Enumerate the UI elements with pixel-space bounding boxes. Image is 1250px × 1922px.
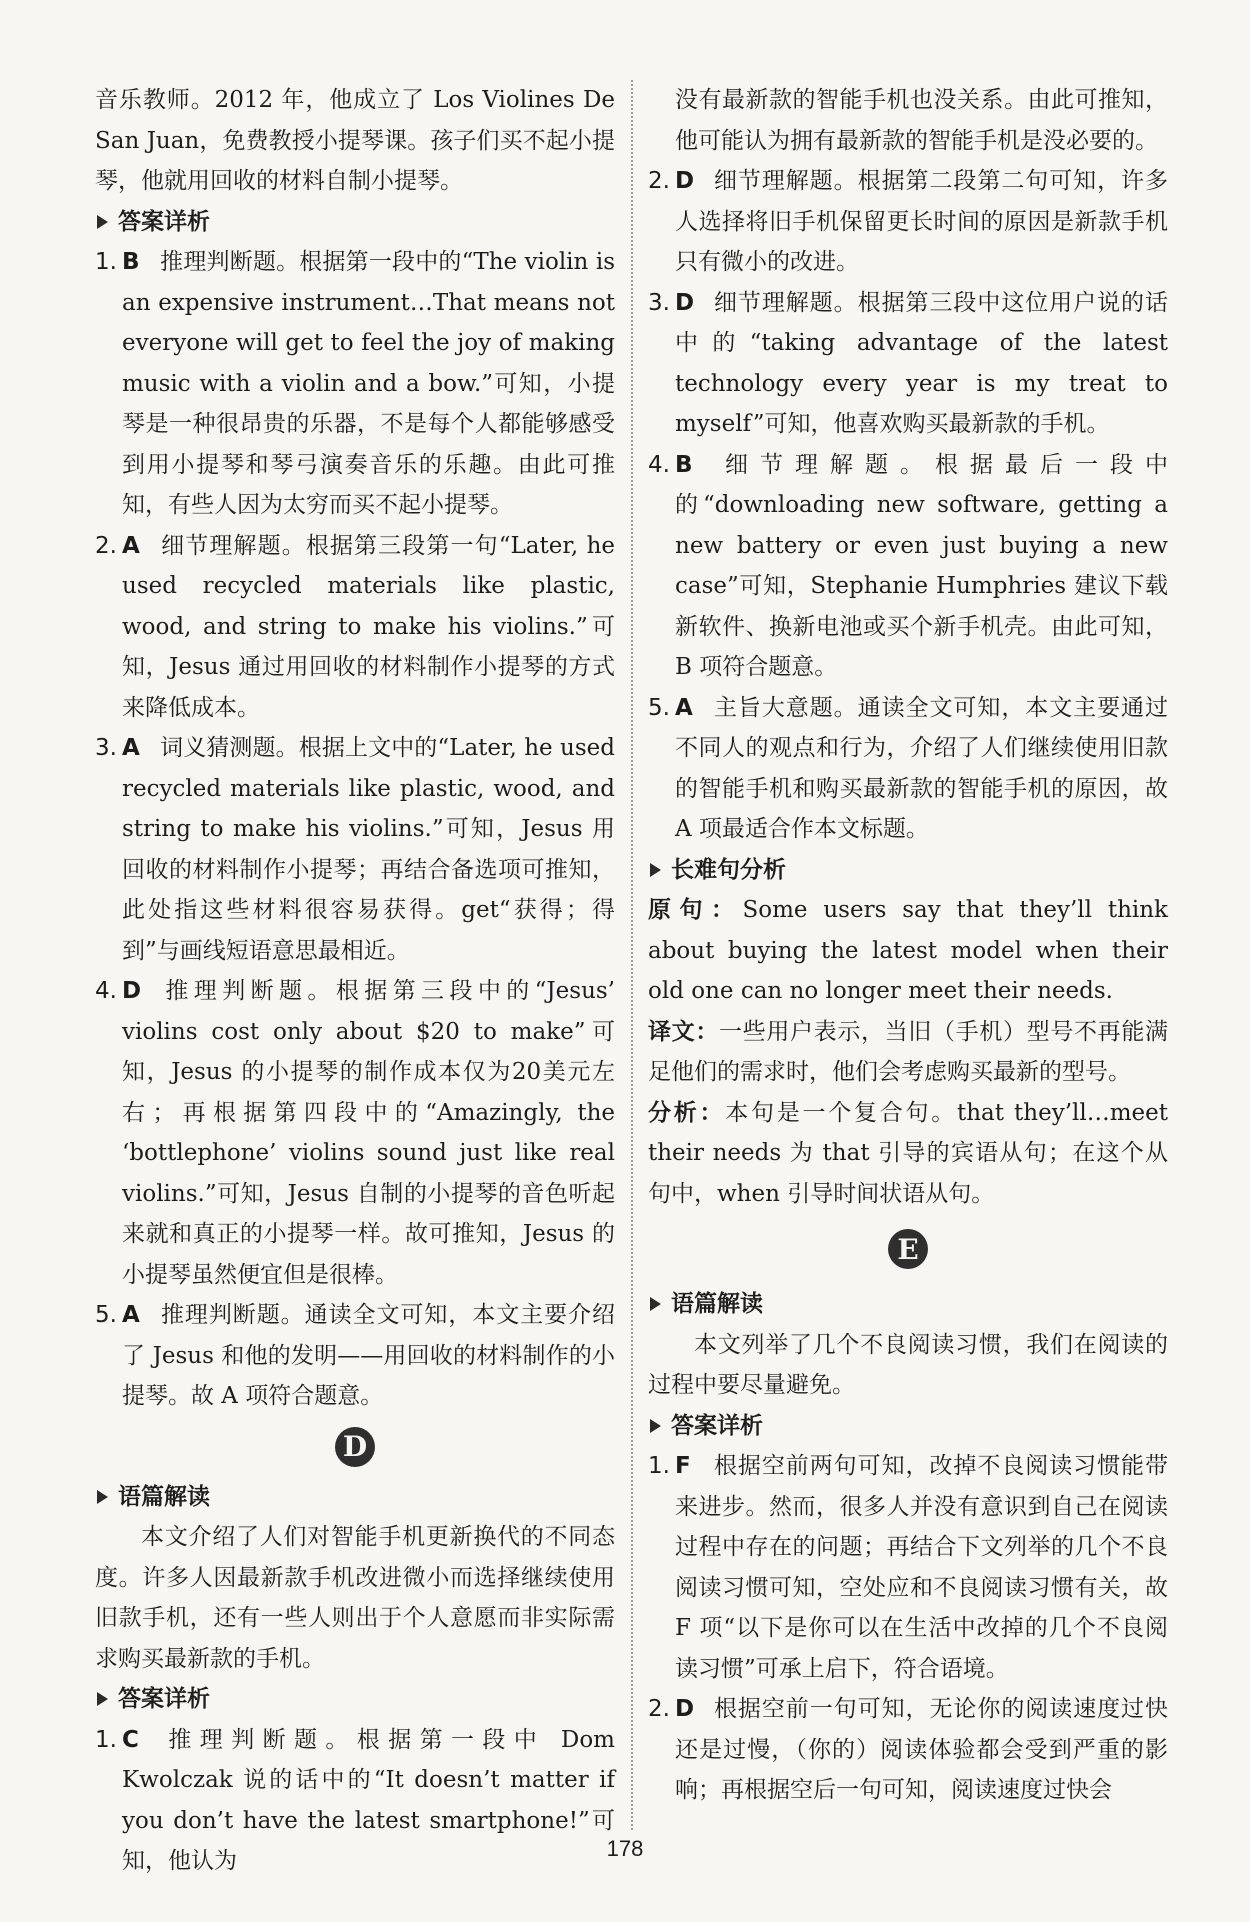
answer-item <box>95 728 615 971</box>
answer-item <box>95 1295 615 1417</box>
answer-number: 3. <box>95 735 117 761</box>
original-sentence <box>648 890 1168 1012</box>
answer-explanation: 词义猜测题。根据上文中的“Later, he used recycled materials like plastic, wood, and string to make his violins.”可知，Jesus 用回收的材料制作小提琴；再结合备选项可推知，此处指这些材料很容易获得。get“获得；得到”与画线短语意思最相近。 <box>122 735 615 964</box>
arrow-icon <box>97 1692 108 1706</box>
heading-answers-d <box>95 1679 615 1720</box>
answer-explanation: 推理判断题。通读全文可知，本文主要介绍了 Jesus 和他的发明——用回收的材料制作的小提琴。故 A 项符合题意。 <box>122 1302 615 1409</box>
heading-answers-e <box>648 1406 1168 1447</box>
heading-answers-c <box>95 202 615 243</box>
answer-explanation: 推理判断题。根据第一段中的“The violin is an expensive instrument…That means not everyone will get to feel the joy of making music with a violin and a bow.”可知，小提琴是一种很昂贵的乐器，不是每个人都能够感受到用小提琴和琴弓演奏音乐的乐趣。由此可推知，有些人因为太穷而买不起小提琴。 <box>122 249 615 518</box>
answer-number: 2. <box>648 1696 670 1722</box>
answer-item <box>95 242 615 526</box>
answer-item <box>648 1446 1168 1689</box>
section-badge-e <box>648 1214 1168 1284</box>
arrow-icon <box>650 1419 661 1433</box>
answer-letter: F <box>675 1453 691 1479</box>
answer-explanation: 推理判断题。根据第一段中 Dom Kwolczak 说的话中的“It doesn’t matter if you don’t have the latest smartphone!”可知，他认为 <box>122 1726 615 1874</box>
reading-summary-d: 本文介绍了人们对智能手机更新换代的不同态度。许多人因最新款手机改进微小而选择继续使用旧款手机，还有一些人则出于个人意愿而非实际需求购买最新款的手机。 <box>95 1524 615 1672</box>
analysis-text: 本句是一个复合句。that they’ll…meet their needs 为 that 引导的宾语从句；在这个从句中，when 引导时间状语从句。 <box>648 1099 1169 1207</box>
answer-letter: D <box>675 1696 695 1722</box>
answer-continued: 没有最新款的智能手机也没关系。由此可推知，他可能认为拥有最新款的智能手机是没必要的。 <box>675 87 1168 154</box>
heading-reading-d <box>95 1477 615 1518</box>
heading-label: 答案详析 <box>671 1412 763 1439</box>
section-letter-badge: D <box>335 1427 375 1467</box>
answer-letter: A <box>675 694 693 721</box>
answer-number: 1. <box>95 1726 117 1753</box>
answer-letter: B <box>122 249 140 275</box>
answer-item <box>648 161 1168 283</box>
answer-explanation: 根据空前两句可知，改掉不良阅读习惯能带来进步。然而，很多人并没有意识到自己在阅读过程中存在的问题；再结合下文列举的几个不良阅读习惯可知，空处应和不良阅读习惯有关，故 F 项“以下是你可以在生活中改掉的几个不良阅读习惯”可承上启下，符合语境。 <box>675 1453 1168 1682</box>
answer-explanation: 细节理解题。根据最后一段中的“downloading new software, getting a new battery or even just buying a new case”可知，Stephanie Humphries 建议下载新软件、换新电池或买个新手机壳。由此可知，B 项符合题意。 <box>675 451 1168 680</box>
heading-label: 语篇解读 <box>118 1483 210 1510</box>
answer-explanation: 推理判断题。根据第三段中的“Jesus’ violins cost only about $20 to make”可知，Jesus 的小提琴的制作成本仅为20美元左右；再根据第四段中的“Amazingly, the ‘bottlephone’ violins sound just like real violins.”可知，Jesus 自制的小提琴的音色听起来就和真正的小提琴一样。故可推知，Jesus 的小提琴虽然便宜但是很棒。 <box>122 978 615 1288</box>
answer-number: 1. <box>95 249 117 275</box>
heading-label: 答案详析 <box>118 208 210 235</box>
answer-letter: D <box>675 168 695 194</box>
answer-number: 2. <box>95 532 117 559</box>
column-divider <box>631 80 633 1830</box>
answer-letter: C <box>122 1726 139 1753</box>
answer-explanation: 主旨大意题。通读全文可知，本文主要通过不同人的观点和行为，介绍了人们继续使用旧款的智能手机和购买最新款的智能手机的原因，故 A 项最适合作本文标题。 <box>675 694 1168 842</box>
original-label: 原句： <box>648 897 743 923</box>
analysis-label: 分析： <box>648 1099 726 1126</box>
answer-letter: D <box>675 289 695 316</box>
answer-explanation: 细节理解题。根据第三段第一句“Later, he used recycled materials like plastic, wood, and string to make his violins.”可知，Jesus 通过用回收的材料制作小提琴的方式来降低成本。 <box>122 532 615 721</box>
page-number: 178 <box>606 1836 644 1861</box>
analysis <box>648 1093 1168 1215</box>
arrow-icon <box>650 863 661 877</box>
section-letter-badge: E <box>888 1229 928 1269</box>
answer-number: 1. <box>648 1453 670 1479</box>
arrow-icon <box>97 215 108 229</box>
heading-label: 答案详析 <box>118 1686 210 1712</box>
answer-item <box>648 445 1168 688</box>
answer-explanation: 根据空前一句可知，无论你的阅读速度过快还是过慢，（你的）阅读体验都会受到严重的影响；再根据空后一句可知，阅读速度过快会 <box>675 1696 1168 1803</box>
answer-number: 2. <box>648 168 670 194</box>
answer-number: 4. <box>648 451 670 478</box>
answer-item <box>648 688 1168 850</box>
answer-item <box>95 526 615 729</box>
answer-letter: A <box>122 1302 140 1328</box>
translation-label: 译文： <box>648 1018 719 1045</box>
passage-c-continued: 音乐教师。2012 年，他成立了 Los Violines De San Juan，免费教授小提琴课。孩子们买不起小提琴，他就用回收的材料自制小提琴。 <box>95 87 615 194</box>
heading-label: 长难句分析 <box>671 856 786 883</box>
answer-number: 5. <box>648 694 670 721</box>
heading-reading-e <box>648 1284 1168 1325</box>
answer-letter: A <box>122 532 140 559</box>
reading-summary-e: 本文列举了几个不良阅读习惯，我们在阅读的过程中要尽量避免。 <box>648 1331 1168 1398</box>
answer-item <box>648 283 1168 445</box>
answer-explanation: 细节理解题。根据第三段中这位用户说的话中的“taking advantage of the latest technology every year is my treat to myself”可知，他喜欢购买最新款的手机。 <box>675 289 1168 437</box>
section-badge-d <box>95 1417 615 1477</box>
answer-letter: D <box>122 978 142 1004</box>
answer-number: 4. <box>95 978 117 1004</box>
answer-letter: A <box>122 735 140 761</box>
answer-item <box>95 971 615 1295</box>
translation <box>648 1012 1168 1093</box>
original-text: Some users say that they’ll think about buying the latest model when their old one can no longer meet their needs. <box>648 897 1168 1004</box>
arrow-icon <box>650 1297 661 1311</box>
left-column <box>95 80 615 1882</box>
answer-explanation: 细节理解题。根据第二段第二句可知，许多人选择将旧手机保留更长时间的原因是新款手机只有微小的改进。 <box>675 168 1168 275</box>
answer-number: 3. <box>648 289 670 316</box>
answer-letter: B <box>675 451 693 478</box>
arrow-icon <box>97 1490 108 1504</box>
heading-label: 语篇解读 <box>671 1291 763 1317</box>
heading-sentence-analysis <box>648 850 1168 891</box>
answer-item <box>648 1689 1168 1811</box>
right-column <box>648 80 1168 1811</box>
answer-number: 5. <box>95 1302 117 1328</box>
translation-text: 一些用户表示，当旧（手机）型号不再能满足他们的需求时，他们会考虑购买最新的型号。 <box>648 1018 1169 1085</box>
